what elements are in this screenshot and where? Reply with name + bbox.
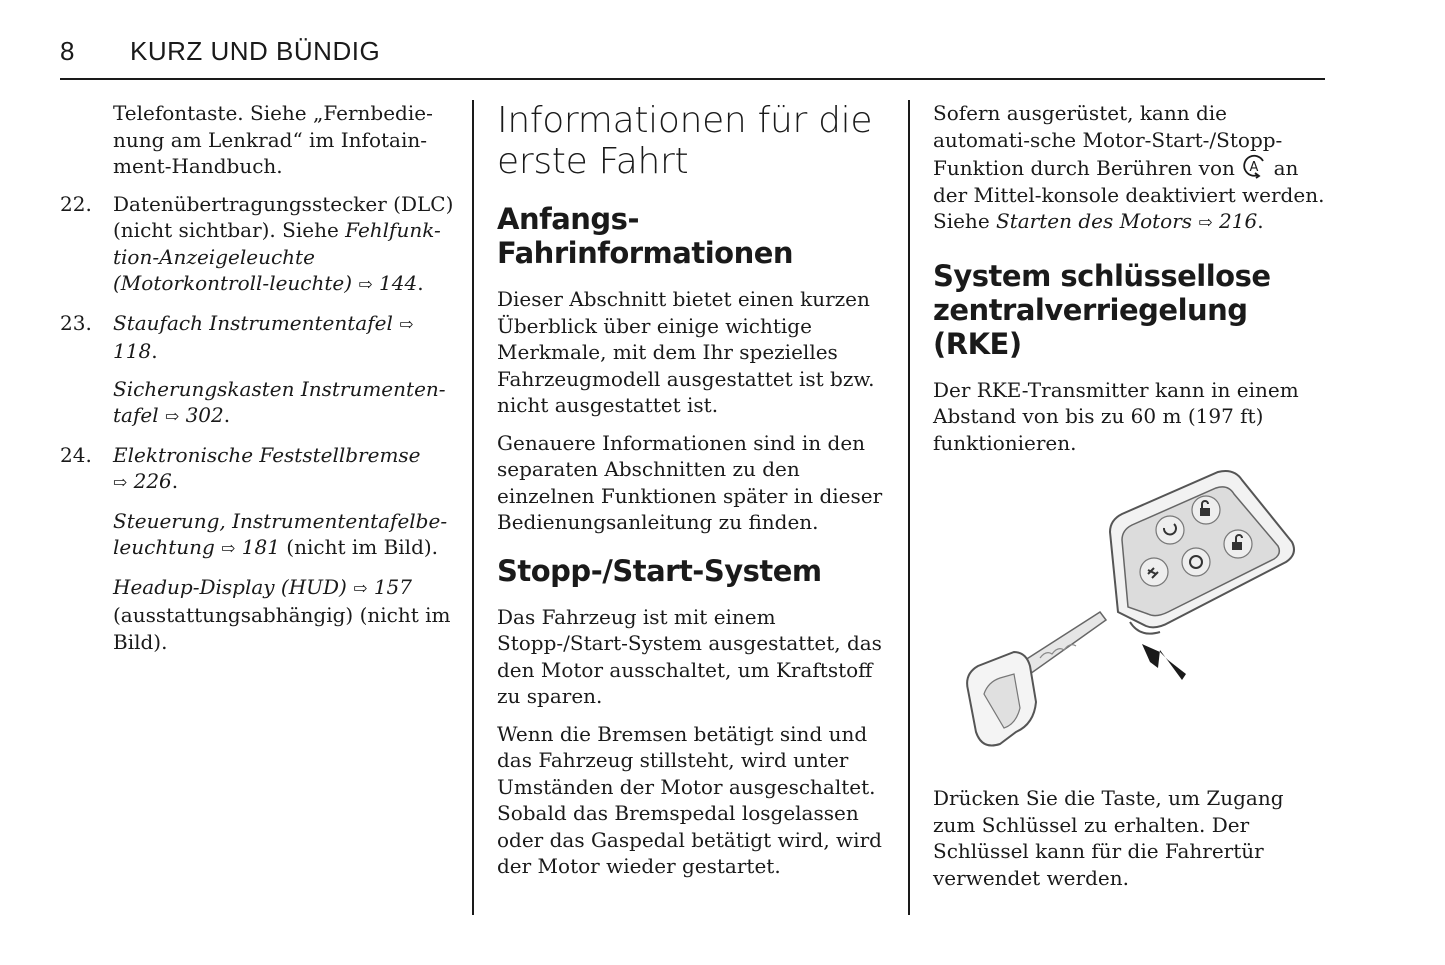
- cross-reference[interactable]: Elektronische Feststellbremse: [113, 442, 421, 467]
- column-middle: [497, 100, 887, 891]
- item-body: Staufach Instrumententafel ⇨ 118.: [113, 310, 414, 363]
- paragraph: Dieser Abschnitt bietet einen kurzen Überblick über einige wichtige Merkmale, mit dem Ihr spezielles Fahrzeugmodell ausgestattet ist bzw. nicht ausgestattet ist.: [497, 287, 875, 417]
- column-right: [933, 100, 1325, 890]
- page-arrow-icon: ⇨: [358, 275, 373, 295]
- item-body: Elektronische Feststellbremse ⇨ 226.: [113, 442, 421, 493]
- item-number: 22.: [60, 191, 92, 216]
- cross-reference[interactable]: Starten des Motors: [996, 209, 1193, 233]
- page-ref[interactable]: 157: [373, 574, 413, 599]
- page-arrow-icon: ⇨: [221, 539, 236, 559]
- item-body: Datenübertragungsstecker (DLC) (nicht sichtbar). Siehe Fehlfunk-tion-Anzeigeleuchte (Motorkontroll-leuchte) ⇨ 144.: [113, 191, 454, 295]
- page-header: [60, 30, 1325, 80]
- column-left: [60, 100, 455, 666]
- page-ref[interactable]: 216: [1219, 209, 1258, 233]
- paragraph-key-access: Drücken Sie die Taste, um Zugang zum Schlüssel zu erhalten. Der Schlüssel kann für die Fahrertür verwendet werden.: [933, 786, 1284, 890]
- paragraph-auto-stop: Sofern ausgerüstet, kann die automati-sche Motor-Start-/Stopp-Funktion durch Berühren von A an der Mittel-konsole deaktiviert werden. Siehe Starten des Motors ⇨ 216.: [933, 101, 1325, 233]
- page-arrow-icon: ⇨: [113, 473, 128, 493]
- paragraph: Genauere Informationen sind in den separaten Abschnitten zu den einzelnen Funktionen später in dieser Bedienungsanleitung zu finden.: [497, 430, 883, 534]
- key-fob-illustration-icon: [960, 462, 1300, 762]
- list-item-24: [60, 442, 455, 497]
- subheading-initial-info: Anfangs-Fahrinformationen: [497, 202, 794, 270]
- paragraph: Wenn die Bremsen betätigt sind und das Fahrzeug stillsteht, wird unter Umständen der Motor ausgeschaltet. Sobald das Bremspedal losgelassen oder das Gaspedal betätigt wird, wird der Motor wieder gestartet.: [497, 721, 882, 878]
- item-number: 24.: [60, 442, 92, 467]
- list-item-22: [60, 191, 455, 299]
- subheading-rke: System schlüssellose zentralverriegelung (RKE): [933, 258, 1271, 361]
- section-title: KURZ UND BÜNDIG: [130, 36, 381, 66]
- page-ref[interactable]: 118: [113, 339, 152, 363]
- cross-reference[interactable]: Steuerung, Instrumententafelbe-leuchtung: [113, 508, 448, 559]
- page-ref[interactable]: 144: [379, 271, 418, 295]
- subheading-stop-start: Stopp-/Start-System: [497, 553, 822, 588]
- continued-text: Telefontaste. Siehe „Fernbedie-nung am Lenkrad“ im Infotain-ment-Handbuch.: [113, 101, 433, 178]
- cross-reference[interactable]: Sicherungskasten Instrumenten-tafel: [113, 376, 446, 427]
- page-ref[interactable]: 302: [185, 403, 224, 427]
- list-item-23: [60, 310, 455, 365]
- page-ref[interactable]: 181: [241, 535, 280, 559]
- paragraph: Der RKE-Transmitter kann in einem Abstand von bis zu 60 m (197 ft) funktionieren.: [933, 377, 1299, 455]
- svg-text:A: A: [1249, 160, 1259, 175]
- cross-reference[interactable]: Fehlfunk-tion-Anzeigeleuchte (Motorkontroll-leuchte): [113, 218, 441, 295]
- column-divider-2: [908, 100, 910, 915]
- paragraph: Das Fahrzeug ist mit einem Stopp-/Start-System ausgestattet, das den Motor ausschaltet, um Kraftstoff zu sparen.: [497, 604, 882, 708]
- item-number: 23.: [60, 310, 92, 335]
- list-item-24-sub2: Headup-Display (HUD) ⇨ 157 (ausstattungsabhängig) (nicht im Bild).: [113, 574, 451, 654]
- page-arrow-icon: ⇨: [1198, 213, 1213, 233]
- page-ref[interactable]: 226: [133, 469, 172, 493]
- cross-reference[interactable]: Headup-Display (HUD): [113, 574, 347, 599]
- cross-reference[interactable]: Staufach Instrumententafel: [113, 310, 393, 335]
- chapter-heading: Informationen für die erste Fahrt: [497, 100, 873, 182]
- list-item-23-sub: Sicherungskasten Instrumenten-tafel ⇨ 302.: [113, 376, 446, 427]
- auto-stop-icon: [1241, 153, 1267, 179]
- column-divider-1: [472, 100, 474, 915]
- page-number: 8: [60, 36, 75, 66]
- page-arrow-icon: ⇨: [353, 578, 368, 599]
- list-item-24-sub: Steuerung, Instrumententafelbe-leuchtung ⇨ 181 (nicht im Bild).: [113, 508, 448, 559]
- page-arrow-icon: ⇨: [399, 314, 414, 335]
- page-arrow-icon: ⇨: [164, 407, 180, 427]
